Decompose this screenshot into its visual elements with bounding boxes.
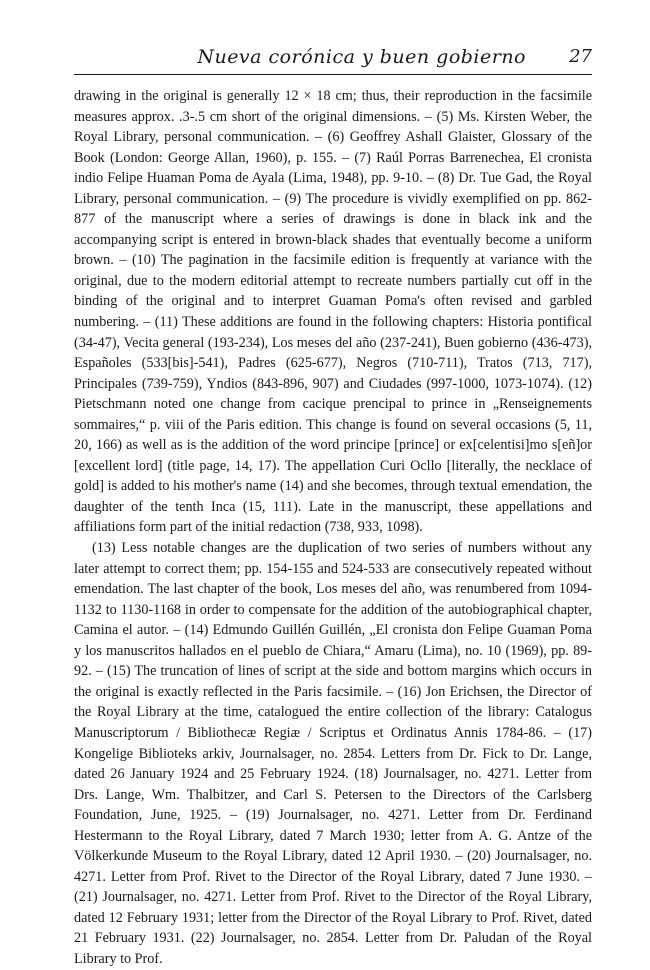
page-number: 27 [569,46,592,67]
notes-paragraph-1: drawing in the original is generally 12 × 18 cm; thus, their reproduction in the facsimile measures approx. .3-.5 cm short of the original dimensions. – (5) Ms. Kirsten Weber, the Royal Library, personal communication. – (6) Geoffrey Ashall Glaister, Glossary of the Book (London: George Allan, 1960), p. 155. – (7) Raúl Porras Barrenechea, El cronista indio Felipe Huaman Poma de Ayala (Lima, 1948), pp. 9-10. – (8) Dr. Tue Gad, the Royal Library, personal communication. – (9) The procedure is vividly exemplified on pp. 862-877 of the manuscript where a series of drawings is done in black ink and the accompanying script is entered in brown-black shades that eventually become a uniform brown. – (10) The pagination in the facsimile edition is frequently at variance with the original, due to the modern editorial attempt to recreate numbers partially cut off in the binding of the original and to interpret Guaman Poma's often revised and garbled numbering. – (11) These additions are found in the following chapters: Historia pontifical (34-47), Vecita general (193-234), Los meses del año (237-241), Buen gobierno (436-473), Españoles (533[bis]-541), Padres (625-677), Negros (710-711), Tratos (713, 717), Principales (739-759), Yndios (843-896, 907) and Ciudades (997-1000, 1073-1074). (12) Pietschmann noted one change from cacique prencipal to prince in „Renseignements sommaires,“ p. viii of the Paris edition. This change is found on several occasions (5, 11, 20, 166) as well as is the addition of the word principe [prince] or ex[celentisi]mo s[eñ]or [excellent lord] (title page, 14, 17). The appellation Curi Ocllo [literally, the necklace of gold] is added to his mother's name (14) and she becomes, through textual emendation, the daughter of the tenth Inca (15, 111). Late in the manuscript, these appellations and affiliations form part of the initial redaction (738, 933, 1098). [74,88,592,536]
page-header [74,42,592,72]
notes-paragraph-2: (13) Less notable changes are the duplication of two series of numbers without any later attempt to correct them; pp. 154-155 and 524-533 are consecutively repeated without emendation. The last chapter of the book, Los meses del año, was renumbered from 1094-1132 to 1130-1168 in order to compensate for the addition of the autobiographical chapter, Camina el autor. – (14) Edmundo Guillén Guillén, „El cronista don Felipe Guaman Poma y los manuscritos hallados en el pueblo de Chiara,“ Amaru (Lima), no. 10 (1969), pp. 89-92. – (15) The truncation of lines of script at the side and bottom margins which occurs in the original is exactly reflected in the Paris facsimile. – (16) Jon Erichsen, the Director of the Royal Library at the time, catalogued the entire collection of the library: Catalogus Manuscriptorum / Bibliothecæ Regiæ / Scriptus et Ordinatus Annis 1784-86. – (17) Kongelige Biblioteks arkiv, Journalsager, no. 2854. Letters from Dr. Fick to Dr. Lange, dated 26 January 1924 and 25 February 1924. (18) Journalsager, no. 4271. Letter from Drs. Lange, Wm. Thalbitzer, and Carl S. Petersen to the Directors of the Carlsberg Foundation, June, 1925. – (19) Journalsager, no. 4271. Letter from Dr. Ferdinand Hestermann to the Royal Library, dated 7 March 1930; letter from A. G. Antze of the Völkerkunde Museum to the Royal Library, dated 12 April 1930. – (20) Journalsager, no. 4271. Letter from Prof. Rivet to the Director of the Royal Library, dated 7 June 1930. – (21) Journalsager, no. 4271. Letter from Prof. Rivet to the Director of the Royal Library, dated 12 February 1931; letter from the Director of the Royal Library to Prof. Rivet, dated 21 February 1931. (22) Journalsager, no. 2854. Letter from Dr. Paludan of the Royal Library to Prof. [74,540,592,967]
notes-body [74,86,592,970]
running-title: Nueva corónica y buen gobierno [197,46,526,68]
header-rule [74,74,592,75]
